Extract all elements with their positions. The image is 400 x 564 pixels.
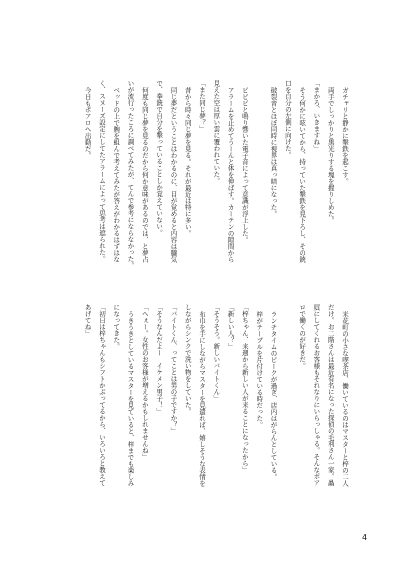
paragraph-line: ランチタイムのピークが過ぎ、店内はがらんとしている。	[269, 310, 278, 480]
paragraph-line: 「また同じ夢？」	[198, 80, 207, 132]
paragraph-line: 「初日は梓ちゃんもシフトかぶってるから、いろいろと教えて	[97, 304, 106, 486]
paragraph-line: 「バイトくん、ってことは男の子ですか？」	[169, 304, 178, 434]
paragraph-line: 布巾を手にしながらマスターを見遣れば、嬉しそうな表情を	[198, 310, 207, 486]
scene-break	[281, 304, 295, 496]
paragraph-line: 今日もポアロへ出勤だ。	[83, 86, 92, 158]
paragraph-line: 「梓ちゃん、来週から新しい人が来ることになったから」	[240, 304, 249, 473]
lower-text-block	[80, 304, 352, 496]
paragraph-continuation-line: で、拳銃で自分を撃っていることしか覚えていない。	[155, 80, 164, 236]
paragraph-line: ガチャリと静かに撃鉄を起こす。	[341, 86, 349, 184]
paragraph-continuation-line: く、スヌーズ設定にしてたアラームによって思考は遮られた。	[97, 80, 106, 262]
paragraph-line: 「へぇー。女性のお客様が増えるかもしれませんね」	[140, 304, 149, 460]
paragraph-line: 「そうそう。新しいバイトくん」	[212, 304, 221, 402]
paragraph-line: 「そうなんだよー イケメン男子！」	[155, 304, 164, 415]
paragraph-continuation-line: いが流行ったころに調べてみたが、てんで参考にならなかった。	[126, 80, 135, 269]
paragraph-line: 梓がテーブルを片付けている時だった。	[255, 310, 264, 428]
paragraph-continuation-line: だけ。お二階さんは最近有名になった探偵の毛利さん一家。贔	[326, 304, 335, 486]
paragraph-line: アラームを止めてうーんと体を伸ばす。カーテンの隙間から	[226, 86, 235, 262]
paragraph-continuation-line: 口を自分の左側に向けた。	[283, 80, 292, 158]
paragraph-line: そう何かに呟いてから、持っていた撃鉄を見下ろし、その銃	[298, 86, 307, 262]
paragraph-continuation-line: ロで働くのが好きだ。	[298, 304, 307, 369]
paragraph-line: 同じ夢だということはわかるのに、目が覚めると内容は朧気	[169, 86, 178, 262]
paragraph-line: 昔から時々同じ夢を見る。それが最近は特に多い。	[183, 86, 192, 236]
upper-text-block	[80, 80, 352, 272]
paragraph-continuation-line: になってきた。	[112, 304, 121, 350]
paragraph-line: 「新しい人？」	[226, 304, 235, 350]
paragraph-line: ピピピと鳴り響いた電子音によって意識が浮上した。	[240, 86, 249, 243]
page-number: 4	[362, 533, 368, 542]
paragraph-continuation-line: 屓にしてくれるお客様もそれなりにいらっしゃる。そんなポア	[312, 304, 321, 486]
paragraph-line: 両手でしっかりと黒光りする塊を握りしめた。	[326, 86, 335, 223]
paragraph-line: 「まかろ、いきますね」	[312, 80, 321, 152]
paragraph-continuation-line: しながらシンクで洗い物をしていた。	[183, 304, 192, 415]
paragraph-continuation-line: あげてね」	[83, 304, 92, 337]
paragraph-line: 何度も同じ夢を見るのだから何か意味があるのでは、と夢占	[140, 86, 149, 262]
scene-break	[252, 80, 266, 272]
paragraph-continuation-line: 見えた空は厚い雲に覆われていた。	[212, 80, 221, 184]
paragraph-line: 米花町の小さな喫茶店、働いているのはマスターと梓の二人	[341, 310, 349, 486]
paragraph-line: 破裂音とほぼ同時に視界は真っ暗になった。	[269, 86, 278, 217]
paragraph-line: ベッドの上で腕を組んで考えてみたが答えがわかるはずはな	[112, 86, 121, 262]
paragraph-line: うきうきとしているマスターを見ていると、梓までも楽しみ	[126, 310, 135, 486]
